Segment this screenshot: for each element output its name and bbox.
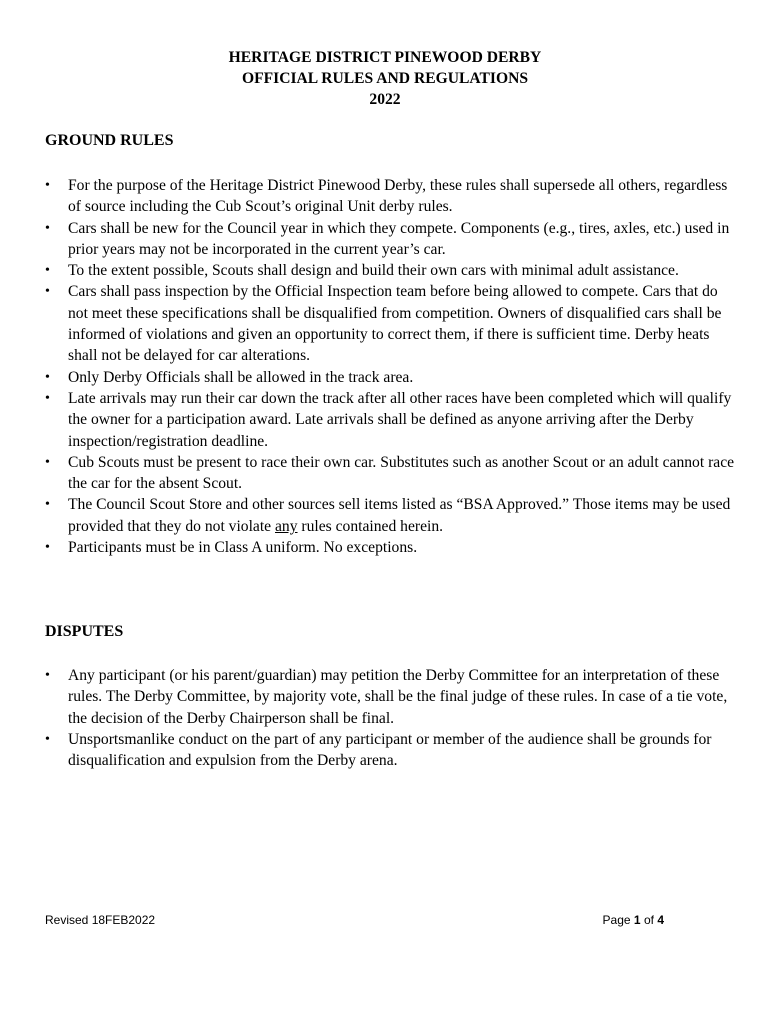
bullet-icon: • [45, 178, 50, 193]
list-item [45, 494, 735, 537]
document-title [0, 47, 770, 110]
list-item-text: Cars shall pass inspection by the Official Inspection team before being allowed to compete. Cars that do not meet these specifications shall be disqualified from competition. Owners of disqualified cars shall be informed of violations and given an opportunity to correct them, if there is sufficient time. Derby heats shall not be delayed for car alterations. [68, 283, 722, 365]
bullet-icon: • [45, 284, 50, 300]
title-line-1: HERITAGE DISTRICT PINEWOOD DERBY [228, 49, 542, 66]
list-item-text: Any participant (or his parent/guardian) may petition the Derby Committee for an interpretation of these rules. The Derby Committee, by majority vote, shall be the final judge of these rules. In case of a tie vote, the decision of the Derby Chairperson shall be final. [68, 667, 728, 727]
page-number [603, 912, 664, 928]
bullet-icon: • [45, 497, 50, 513]
bullet-icon: • [45, 369, 50, 385]
revision-note: Revised 18FEB2022 [45, 913, 156, 927]
title-line-2: OFFICIAL RULES AND REGULATIONS [241, 70, 529, 87]
list-item [45, 260, 735, 281]
page-current: 1 [633, 913, 641, 927]
list-item [45, 729, 735, 772]
bullet-icon: • [45, 263, 50, 279]
title-line-3: 2022 [369, 91, 401, 108]
page-of: of [643, 913, 654, 927]
underlined-word: any [275, 517, 298, 535]
list-item [45, 367, 735, 388]
list-item-text: Cub Scouts must be present to race their own car. Substitutes such as another Scout or an adult cannot race the car for the absent Scout. [68, 453, 735, 493]
bullet-icon: • [45, 390, 50, 406]
list-item-text: Late arrivals may run their car down the track after all other races have been completed which will qualify the owner for a participation award. Late arrivals shall be defined as anyone arriving after the Derby inspection/registration deadline. [68, 389, 732, 450]
list-item-text: Unsportsmanlike conduct on the part of any participant or member of the audience shall be grounds for disqualification and expulsion from the Derby arena. [68, 730, 712, 770]
bullet-icon: • [45, 454, 50, 470]
disputes-list [45, 665, 735, 771]
list-item-text: Participants must be in Class A uniform. No exceptions. [68, 539, 418, 557]
bullet-icon: • [45, 731, 50, 747]
bullet-icon: • [45, 540, 50, 556]
page-total: 4 [657, 913, 664, 927]
list-item [45, 537, 735, 558]
list-item-text: Only Derby Officials shall be allowed in the track area. [68, 368, 414, 386]
list-item [45, 281, 735, 366]
bullet-icon: • [45, 668, 50, 683]
ground-rules-heading: GROUND RULES [45, 132, 174, 149]
list-item [45, 175, 735, 218]
list-item [45, 388, 735, 452]
page-label: Page [602, 913, 631, 927]
disputes-heading: DISPUTES [45, 623, 124, 640]
list-item-text: For the purpose of the Heritage District Pinewood Derby, these rules shall supersede all others, regardless of source including the Cub Scout’s original Unit derby rules. [68, 177, 728, 216]
list-item [45, 452, 735, 495]
list-item [45, 218, 735, 261]
list-item [45, 665, 735, 729]
list-item-text-after: rules contained herein. [297, 517, 444, 535]
list-item-text-before: The Council Scout Store and other sources sell items listed as “BSA Approved.” Those items may be used provided that they do not violate [68, 496, 731, 535]
bullet-icon: • [45, 220, 50, 236]
ground-rules-list [45, 175, 735, 558]
list-item-text: To the extent possible, Scouts shall design and build their own cars with minimal adult assistance. [68, 262, 679, 280]
list-item-text: Cars shall be new for the Council year in which they compete. Components (e.g., tires, axles, etc.) used in prior years may not be incorporated in the current year’s car. [68, 219, 730, 258]
